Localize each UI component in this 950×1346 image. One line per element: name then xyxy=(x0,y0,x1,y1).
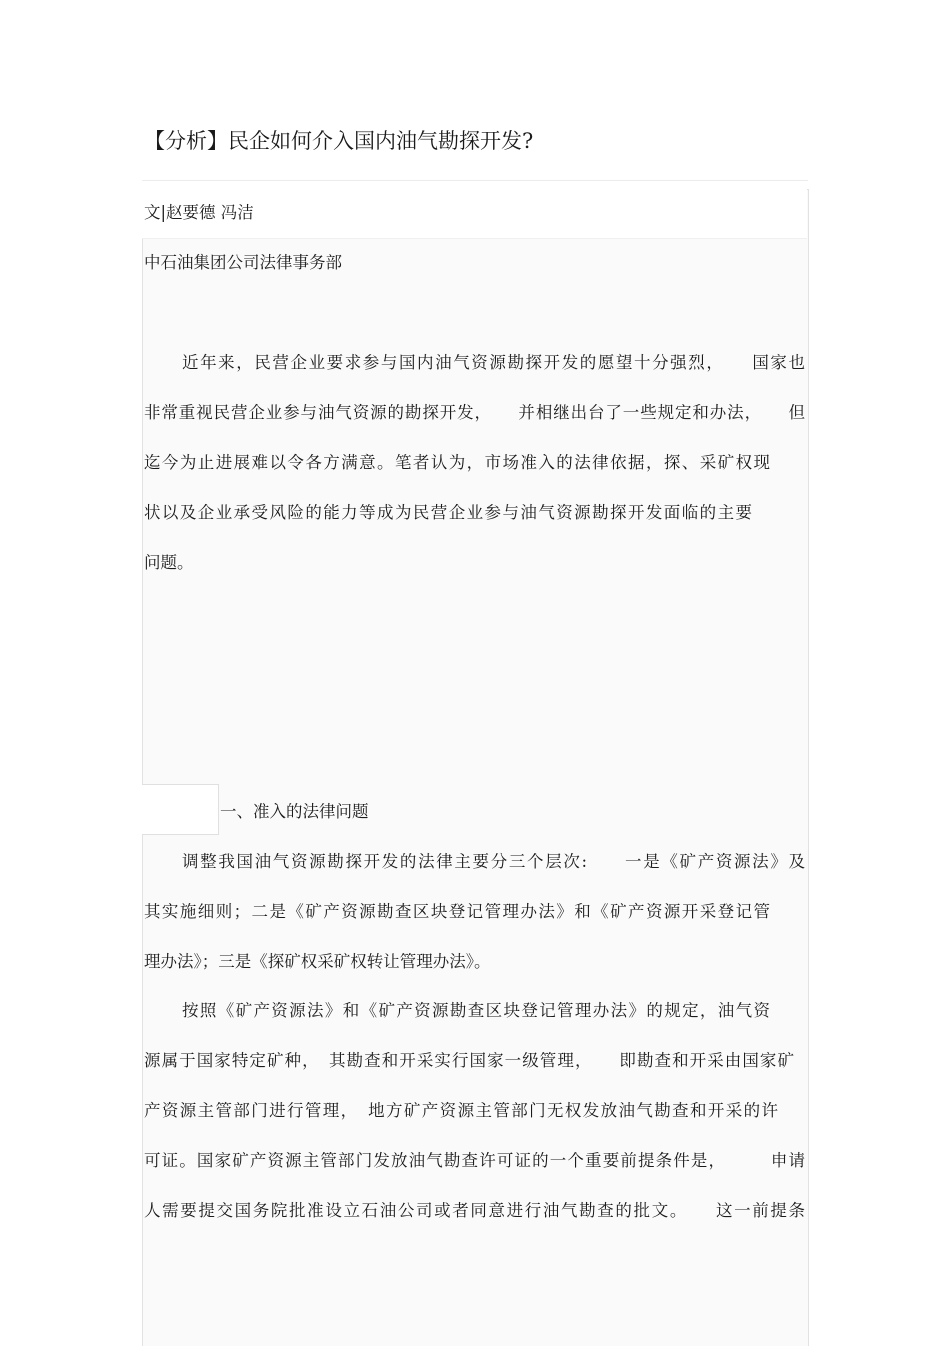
heading-indent-cell xyxy=(142,784,219,835)
section-line: 其实施细则；二是《矿产资源勘查区块登记管理办法》和《矿产资源开采登记管 xyxy=(144,902,770,921)
section-line: 按照《矿产资源法》和《矿产资源勘查区块登记管理办法》的规定，油气资 xyxy=(182,1001,770,1020)
section-line: 人需要提交国务院批准设立石油公司或者同意进行油气勘查的批文。 这一前提条 xyxy=(144,1201,805,1220)
intro-line: 迄今为止进展难以令各方满意。笔者认为，市场准入的法律依据，探、采矿权现 xyxy=(144,453,770,472)
intro-line: 问题。 xyxy=(144,553,194,572)
intro-line: 非常重视民营企业参与油气资源的勘探开发， 并相继出台了一些规定和办法， 但 xyxy=(144,403,805,422)
byline: 文|赵要德 冯洁 xyxy=(144,203,254,222)
section-line: 可证。国家矿产资源主管部门发放油气勘查许可证的一个重要前提条件是， 申请 xyxy=(144,1151,805,1170)
article-title: 【分析】民企如何介入国内油气勘探开发? xyxy=(144,129,534,153)
section-line: 产资源主管部门进行管理， 地方矿产资源主管部门无权发放油气勘查和开采的许 xyxy=(144,1101,778,1120)
section-line: 理办法》；三是《探矿权采矿权转让管理办法》。 xyxy=(144,952,491,971)
department-line: 中石油集团公司法律事务部 xyxy=(144,253,342,272)
section-line: 源属于国家特定矿种， 其勘查和开采实行国家一级管理， 即勘查和开采由国家矿 xyxy=(144,1051,794,1070)
intro-line: 近年来，民营企业要求参与国内油气资源勘探开发的愿望十分强烈， 国家也 xyxy=(182,353,805,372)
title-divider xyxy=(142,180,808,181)
section-line: 调整我国油气资源勘探开发的法律主要分三个层次: 一是《矿产资源法》及 xyxy=(182,852,805,871)
intro-line: 状以及企业承受风险的能力等成为民营企业参与油气资源勘探开发面临的主要 xyxy=(144,503,752,522)
section-heading: 一、准入的法律问题 xyxy=(220,802,369,821)
